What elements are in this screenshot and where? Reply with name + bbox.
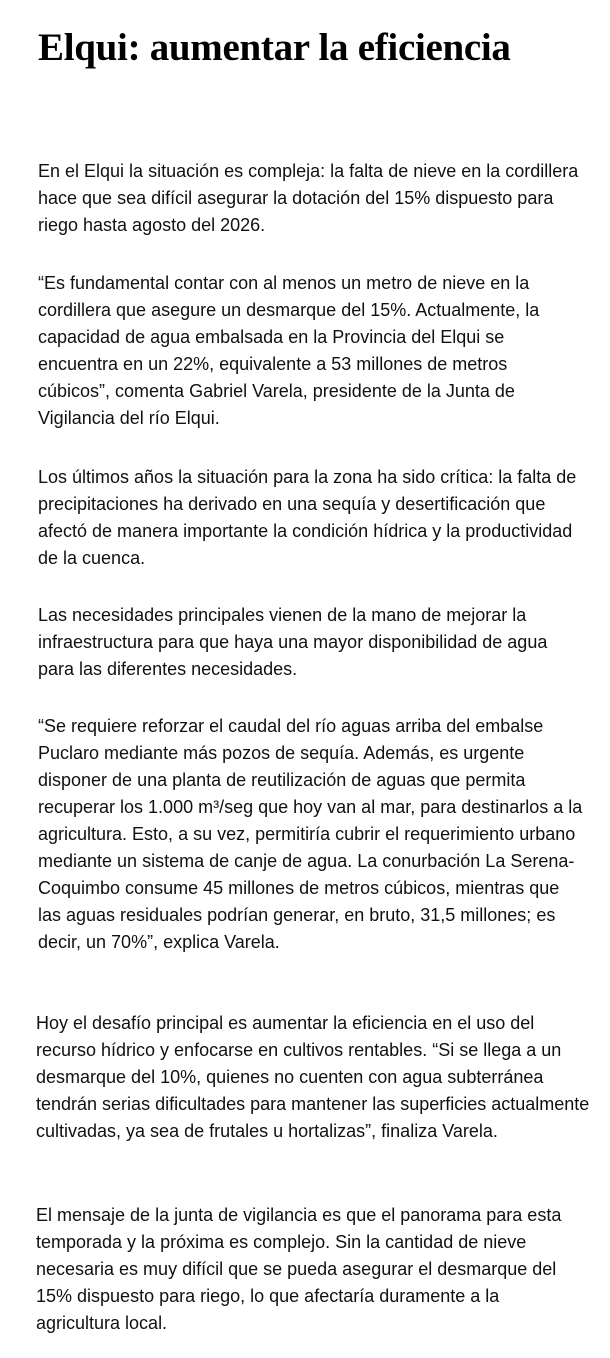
article-title: Elqui: aumentar la eficiencia — [38, 26, 511, 69]
article-paragraph-6: Hoy el desafío principal es aumentar la eficiencia en el uso del recurso hídrico y enfocarse en cultivos rentables. “Si se llega a un desmarque del 10%, quienes no cuenten con agua subterránea tendrán serias dificultades para mantener las superficies actualmente cultivadas, ya sea de frutales u hortalizas”, finaliza Varela. — [36, 1013, 590, 1141]
article-paragraph-5: “Se requiere reforzar el caudal del río aguas arriba del embalse Puclaro mediante más pozos de sequía. Además, es urgente disponer de una planta de reutilización de aguas que permita recuperar los 1.000 m³/seg que hoy van al mar, para destinarlos a la agricultura. Esto, a su vez, permitiría cubrir el requerimiento urbano mediante un sistema de canje de agua. La conurbación La Serena-Coquimbo consume 45 millones de metros cúbicos, mientras que las aguas residuales podrían generar, en bruto, 31,5 millones; es decir, un 70%”, explica Varela. — [38, 716, 583, 952]
article-paragraph-1: En el Elqui la situación es compleja: la falta de nieve en la cordillera hace que sea difícil asegurar la dotación del 15% dispuesto para riego hasta agosto del 2026. — [38, 161, 579, 235]
article-paragraph-3: Los últimos años la situación para la zona ha sido crítica: la falta de precipitaciones ha derivado en una sequía y desertificación que afectó de manera importante la condición hídrica y la productividad de la cuenca. — [38, 467, 577, 568]
article-paragraph-7: El mensaje de la junta de vigilancia es que el panorama para esta temporada y la próxima es complejo. Sin la cantidad de nieve necesaria es muy difícil que se pueda asegurar el desmarque del 15% dispuesto para riego, lo que afectaría duramente a la agricultura local. — [36, 1205, 562, 1333]
article-paragraph-4: Las necesidades principales vienen de la mano de mejorar la infraestructura para que haya una mayor disponibilidad de agua para las diferentes necesidades. — [38, 605, 548, 679]
article-paragraph-2: “Es fundamental contar con al menos un metro de nieve en la cordillera que asegure un desmarque del 15%. Actualmente, la capacidad de agua embalsada en la Provincia del Elqui se encuentra en un 22%, equivalente a 53 millones de metros cúbicos”, comenta Gabriel Varela, presidente de la Junta de Vigilancia del río Elqui. — [38, 273, 540, 428]
